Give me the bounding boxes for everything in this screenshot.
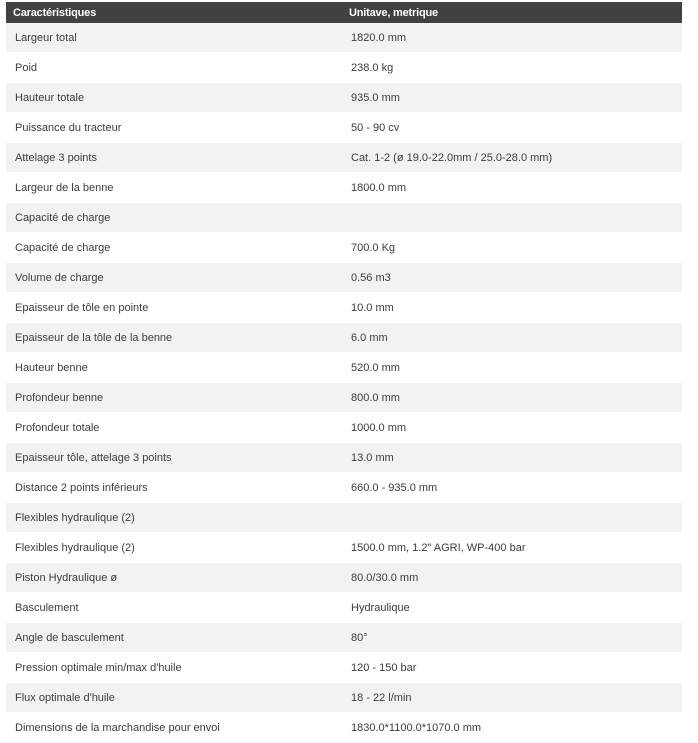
spec-name: Largeur total (6, 23, 342, 53)
spec-value: 1000.0 mm (342, 413, 682, 443)
table-row (6, 263, 682, 293)
table-row (6, 503, 682, 533)
spec-name: Distance 2 points inférieurs (6, 473, 342, 503)
spec-name: Epaisseur tôle, attelage 3 points (6, 443, 342, 473)
spec-name: Epaisseur de tôle en pointe (6, 293, 342, 323)
header-row (6, 2, 682, 23)
spec-value: 1500.0 mm, 1.2" AGRI, WP-400 bar (342, 533, 682, 563)
spec-name: Flexibles hydraulique (2) (6, 533, 342, 563)
table-row (6, 683, 682, 713)
spec-value (342, 203, 682, 233)
table-row (6, 23, 682, 53)
table-row (6, 173, 682, 203)
spec-name: Basculement (6, 593, 342, 623)
spec-value: Cat. 1-2 (ø 19.0-22.0mm / 25.0-28.0 mm) (342, 143, 682, 173)
spec-value: 1830.0*1100.0*1070.0 mm (342, 713, 682, 743)
table-row (6, 203, 682, 233)
spec-value (342, 503, 682, 533)
spec-value: 935.0 mm (342, 83, 682, 113)
spec-value: 10.0 mm (342, 293, 682, 323)
spec-name: Hauteur totale (6, 83, 342, 113)
spec-name: Capacité de charge (6, 233, 342, 263)
spec-name: Largeur de la benne (6, 173, 342, 203)
spec-name: Piston Hydraulique ø (6, 563, 342, 593)
table-row (6, 593, 682, 623)
spec-name: Puissance du tracteur (6, 113, 342, 143)
spec-name: Dimensions de la marchandise pour envoi (6, 713, 342, 743)
table-row (6, 383, 682, 413)
spec-value: 120 - 150 bar (342, 653, 682, 683)
spec-value: 660.0 - 935.0 mm (342, 473, 682, 503)
table-row (6, 443, 682, 473)
table-row (6, 53, 682, 83)
spec-value: 80.0/30.0 mm (342, 563, 682, 593)
spec-value: 238.0 kg (342, 53, 682, 83)
spec-name: Angle de basculement (6, 623, 342, 653)
spec-value: 0.56 m3 (342, 263, 682, 293)
header-characteristics: Caractéristiques (6, 2, 342, 23)
spec-name: Profondeur benne (6, 383, 342, 413)
spec-name: Poid (6, 53, 342, 83)
spec-name: Volume de charge (6, 263, 342, 293)
table-body (6, 23, 682, 743)
table-row (6, 653, 682, 683)
spec-value: 13.0 mm (342, 443, 682, 473)
spec-name: Epaisseur de la tôle de la benne (6, 323, 342, 353)
spec-name: Capacité de charge (6, 203, 342, 233)
table-row (6, 623, 682, 653)
table-header (6, 2, 682, 23)
spec-name: Flexibles hydraulique (2) (6, 503, 342, 533)
spec-name: Flux optimale d'huile (6, 683, 342, 713)
spec-value: 80° (342, 623, 682, 653)
table-row (6, 83, 682, 113)
spec-name: Pression optimale min/max d'huile (6, 653, 342, 683)
spec-name: Profondeur totale (6, 413, 342, 443)
spec-value: 1820.0 mm (342, 23, 682, 53)
spec-value: 1800.0 mm (342, 173, 682, 203)
spec-value: 800.0 mm (342, 383, 682, 413)
spec-value: 700.0 Kg (342, 233, 682, 263)
spec-value: 18 - 22 l/min (342, 683, 682, 713)
spec-name: Attelage 3 points (6, 143, 342, 173)
spec-name: Hauteur benne (6, 353, 342, 383)
table-row (6, 143, 682, 173)
table-row (6, 413, 682, 443)
table-row (6, 323, 682, 353)
header-metric-unit: Unitave, metrique (342, 2, 682, 23)
spec-value: 50 - 90 cv (342, 113, 682, 143)
spec-value: Hydraulique (342, 593, 682, 623)
spec-value: 520.0 mm (342, 353, 682, 383)
spec-value: 6.0 mm (342, 323, 682, 353)
table-row (6, 713, 682, 743)
table-row (6, 293, 682, 323)
table-row (6, 233, 682, 263)
table-row (6, 113, 682, 143)
specifications-table (6, 2, 682, 743)
table-row (6, 473, 682, 503)
table-row (6, 563, 682, 593)
table-row (6, 533, 682, 563)
table-row (6, 353, 682, 383)
